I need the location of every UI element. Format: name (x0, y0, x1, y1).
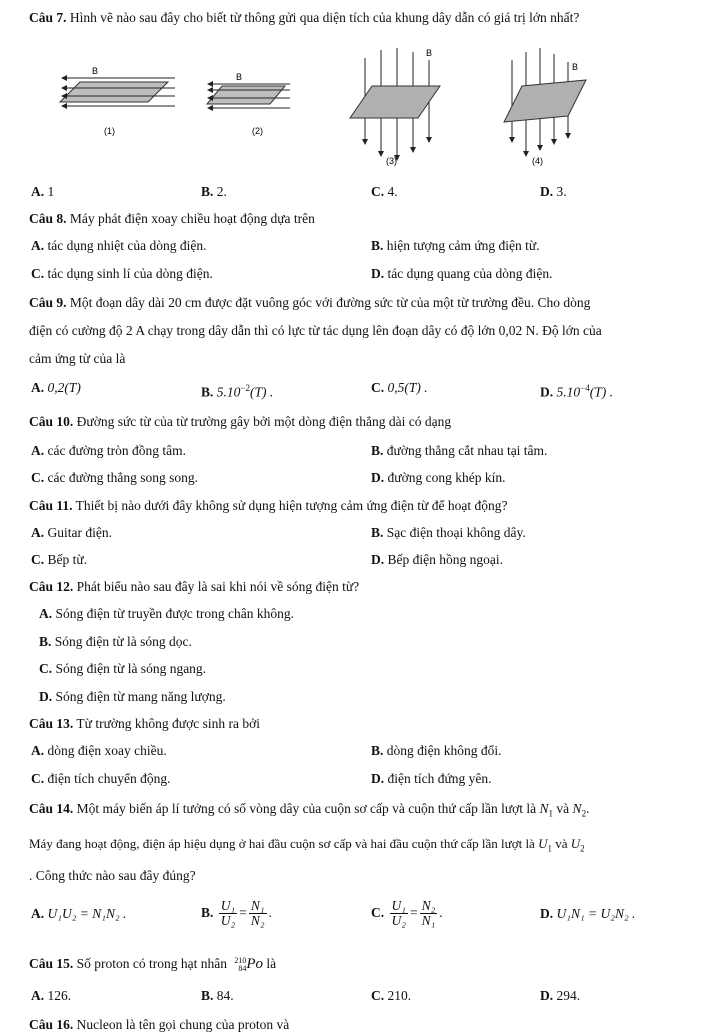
option-c[interactable]: C. điện tích chuyển động. (31, 771, 171, 786)
figure-4 (504, 48, 586, 166)
option-a[interactable]: A. Sóng điện từ truyền được trong chân không. (39, 606, 294, 621)
option-c[interactable]: C. 0,5(T) . (371, 380, 428, 395)
question-7 (29, 10, 579, 26)
svg-text:(4): (4) (532, 156, 543, 166)
option-d[interactable]: D. tác dụng quang của dòng điện. (371, 266, 553, 281)
svg-text:B: B (572, 62, 579, 72)
option-c[interactable]: C. $\frac{\text{U₁}}{\text{U₂}}$ = $\frac{\text{N₂}}{\text{N₁}}$ . (371, 898, 443, 929)
option-a[interactable]: A. dòng điện xoay chiều. (31, 743, 167, 758)
option-d[interactable]: D. đường cong khép kín. (371, 470, 506, 485)
option-c[interactable]: C. tác dụng sinh lí của dòng điện. (31, 266, 213, 281)
option-b[interactable]: B. $\frac{\text{U₁}}{\text{U₂}}$ = $\frac{\text{N₁}}{\text{N₂}}$ . (201, 898, 272, 929)
option-a[interactable]: A. Guitar điện. (31, 525, 112, 540)
svg-text:(1): (1) (104, 126, 115, 136)
option-c[interactable]: C. Sóng điện từ là sóng ngang. (39, 661, 207, 676)
question-8: Câu 8. Máy phát điện xoay chiều hoạt động dựa trên (29, 211, 315, 226)
option-a[interactable]: A. 1 (31, 184, 55, 199)
figure-2 (207, 72, 290, 136)
question-14-line-2: Máy đang hoạt động, điện áp hiệu dụng ở hai đầu cuộn sơ cấp và hai đầu cuộn thứ cấp lần lượt là $U_1$ và $U_2$ (29, 836, 585, 854)
svg-text:B: B (426, 48, 433, 58)
option-d[interactable]: D. điện tích đứng yên. (371, 771, 492, 786)
option-a[interactable]: A. 126. (31, 988, 72, 1003)
svg-text:B: B (92, 66, 99, 76)
question-14-line-3: . Công thức nào sau đây đúng? (29, 868, 196, 883)
option-b[interactable]: B. đường thẳng cắt nhau tại tâm. (371, 443, 548, 458)
question-9-line-3: cảm ứng từ của là (29, 351, 126, 366)
question-14: Câu 14. Một máy biến áp lí tưởng có số vòng dây của cuộn sơ cấp và cuộn thứ cấp lần lượt là $N_1$ và $N_2$. (29, 801, 590, 819)
option-a[interactable]: A. tác dụng nhiệt của dòng điện. (31, 238, 207, 253)
question-9-line-2: điện có cường độ 2 A chạy trong dây dẫn thì có lực từ tác dụng lên đoạn dây có độ lớn 0,02 N. Độ lớn của (29, 323, 602, 338)
figure-flux-diagrams (0, 30, 718, 200)
option-c[interactable]: C. Bếp từ. (31, 552, 88, 567)
option-c[interactable]: C. 210. (371, 988, 412, 1003)
question-16: Câu 16. Nucleon là tên gọi chung của proton và (29, 1017, 290, 1032)
option-c[interactable]: C. 4. (371, 184, 398, 199)
option-b[interactable]: B. 2. (201, 184, 227, 199)
option-b[interactable]: B. Sạc điện thoại không dây. (371, 525, 526, 540)
question-12: Câu 12. Phát biểu nào sau đây là sai khi nói về sóng điện từ? (29, 579, 360, 594)
svg-text:(3): (3) (386, 156, 397, 166)
figure-3 (350, 48, 440, 166)
option-d[interactable]: D. Sóng điện từ mang năng lượng. (39, 689, 226, 704)
option-a[interactable]: A. U₁U₂ = N₁N₂ . (31, 906, 127, 921)
option-d[interactable]: D. U₁N₁ = U₂N₂ . (540, 906, 636, 921)
option-b[interactable]: B. dòng điện không đổi. (371, 743, 502, 758)
option-d[interactable]: D. $5.10^{-4}(T)$ . (540, 383, 613, 400)
option-d[interactable]: D. Bếp điện hồng ngoại. (371, 552, 503, 567)
question-9: Câu 9. Một đoạn dây dài 20 cm được đặt vuông góc với đường sức từ của một từ trường đều. Cho dòng (29, 295, 591, 310)
svg-text:(2): (2) (252, 126, 263, 136)
option-c[interactable]: C. các đường thẳng song song. (31, 470, 199, 485)
nuclide-notation: 210 84 (234, 955, 247, 973)
figure-1 (60, 66, 175, 136)
option-b[interactable]: B. $5.10^{-2}(T)$ . (201, 383, 274, 400)
option-a[interactable]: A. các đường tròn đồng tâm. (31, 443, 187, 458)
question-10: Câu 10. Đường sức từ của từ trường gây bởi một dòng điện thẳng dài có dạng (29, 414, 452, 429)
option-b[interactable]: B. 84. (201, 988, 234, 1003)
option-a[interactable]: A. 0,2(T) (31, 380, 81, 395)
question-text: Hình vẽ nào sau đây cho biết từ thông gửi qua diện tích của khung dây dẫn có giá trị lớn nhất? (69, 10, 580, 25)
question-11: Câu 11. Thiết bị nào dưới đây không sử dụng hiện tượng cảm ứng điện từ để hoạt động? (29, 498, 508, 513)
question-number: Câu 7. (29, 10, 67, 25)
option-d[interactable]: D. 294. (540, 988, 581, 1003)
svg-text:B: B (236, 72, 243, 82)
option-b[interactable]: B. hiện tượng cảm ứng điện từ. (371, 238, 540, 253)
option-b[interactable]: B. Sóng điện từ là sóng dọc. (39, 634, 192, 649)
option-d[interactable]: D. 3. (540, 184, 567, 199)
question-15: Câu 15. Số proton có trong hạt nhân 210 84 Po là (29, 955, 277, 973)
question-13: Câu 13. Từ trường không được sinh ra bởi (29, 716, 261, 731)
